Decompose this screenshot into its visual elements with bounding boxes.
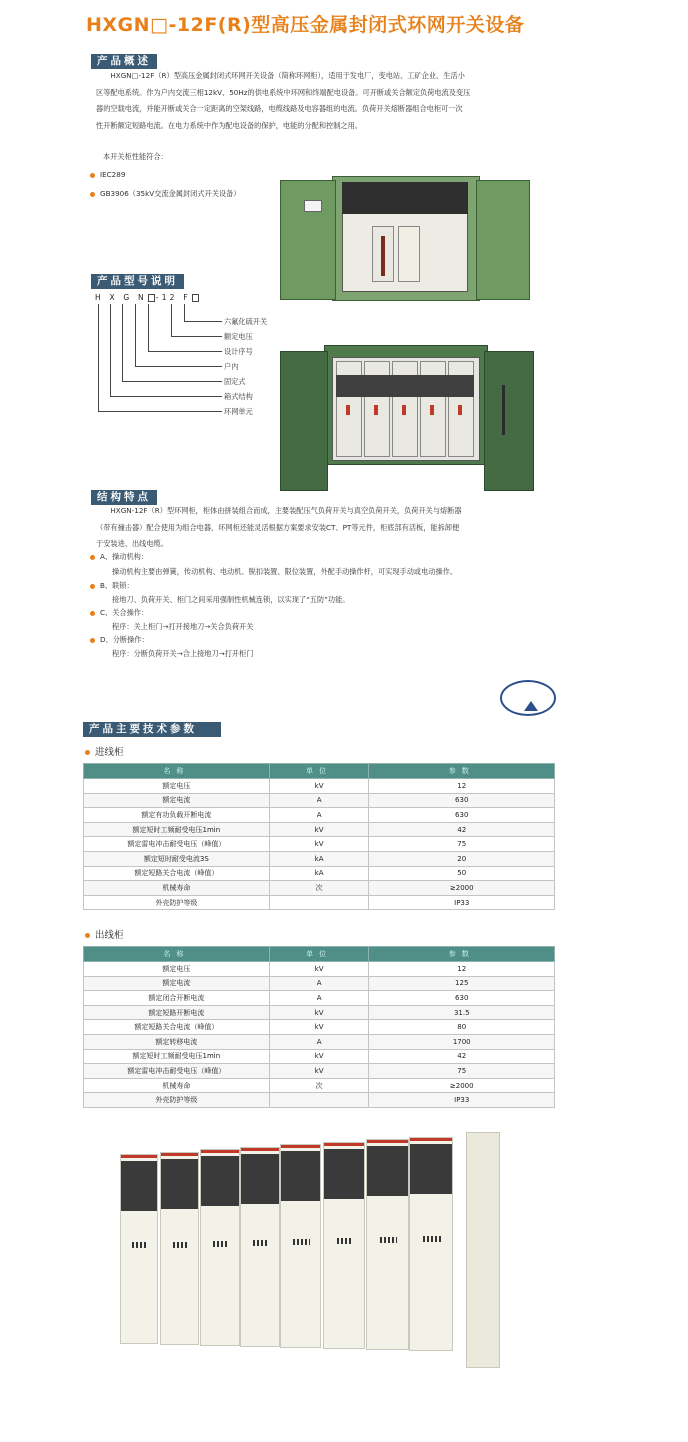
spec-value: 42	[369, 822, 555, 837]
structure-item-label	[90, 635, 149, 645]
item-label: D、分断操作：	[100, 635, 149, 644]
code-label: 箱式结构	[224, 392, 253, 401]
overview-line: 区等配电系统。作为户内交流三相12kV、50Hz的供电系统中环网和终端配电设备。可开断或关合额定负荷电流及变压	[96, 87, 471, 97]
section-heading-model: 产品型号说明	[91, 274, 184, 289]
code-box	[192, 294, 199, 302]
bullet-icon	[90, 611, 95, 616]
table-row	[84, 1093, 555, 1108]
spec-unit: A	[269, 976, 369, 991]
code-letter: G	[123, 293, 133, 302]
bullet-icon	[90, 584, 95, 589]
table-row	[84, 895, 555, 910]
outgoing-title	[85, 927, 124, 941]
outgoing-spec-table	[83, 946, 555, 1108]
spec-unit: 次	[269, 1078, 369, 1093]
spec-value: 630	[369, 808, 555, 823]
page-title: HXGN□-12F(R)型高压金属封闭式环网开关设备	[86, 14, 525, 36]
standards-intro: 本开关柜性能符合：	[103, 152, 168, 161]
spec-name: 额定有功负载开断电流	[84, 808, 270, 823]
bullet-icon	[90, 638, 95, 643]
spec-unit: 次	[269, 881, 369, 896]
item-label: A、操动机构：	[100, 552, 149, 561]
spec-name: 额定电压	[84, 962, 270, 977]
structure-line: 于安装进、出线电缆。	[96, 539, 168, 548]
code-label: 六氟化硫开关	[224, 317, 268, 326]
item-label: C、关合操作：	[100, 608, 149, 617]
table-row	[84, 976, 555, 991]
structure-line: HXGN-12F（R）型环网柜，柜体由拼装组合而成，主要装配压气负荷开关与真空负荷开关，负荷开关与熔断器	[110, 506, 462, 515]
logo-triangle-icon	[524, 701, 538, 711]
code-tail: -12	[155, 293, 178, 302]
table-row	[84, 837, 555, 852]
switchgear-unit	[409, 1137, 453, 1352]
header-unit: 单位	[269, 947, 369, 962]
spec-name: 额定短时耐受电流3S	[84, 851, 270, 866]
spec-unit: kV	[269, 962, 369, 977]
code-letter: X	[109, 293, 118, 302]
outgoing-title-text: 出线柜	[95, 930, 124, 941]
structure-item-label	[90, 581, 134, 591]
spec-name: 额定电流	[84, 976, 270, 991]
spec-value: IP33	[369, 895, 555, 910]
structure-item-text: 程序：关上柜门→打开接地刀→关合负荷开关	[112, 622, 254, 631]
spec-name: 额定短时工频耐受电压1min	[84, 822, 270, 837]
spec-value: 20	[369, 851, 555, 866]
spec-unit: kV	[269, 779, 369, 794]
spec-unit	[269, 895, 369, 910]
table-row	[84, 866, 555, 881]
spec-value: 50	[369, 866, 555, 881]
model-code	[95, 293, 200, 302]
spec-value: 75	[369, 1064, 555, 1079]
switchgear-unit	[366, 1139, 409, 1350]
spec-name: 机械寿命	[84, 881, 270, 896]
spec-name: 额定短路关合电流（峰值）	[84, 1020, 270, 1035]
spec-name: 额定闭合开断电流	[84, 991, 270, 1006]
overview-line: 器的空载电流，并能开断或关合一定距离的空架线路，电缆线路及电容器组的电流。负荷开关熔断器组合电柜可一次	[96, 104, 463, 113]
bullet-icon	[85, 933, 90, 938]
overview-line: HXGN□-12F（R）型高压金属封闭式环网开关设备（简称环网柜），适用于发电厂，变电站、工矿企业、生活小	[110, 71, 465, 80]
table-row	[84, 1005, 555, 1020]
table-row	[84, 1078, 555, 1093]
bullet-icon	[90, 192, 95, 197]
table-row	[84, 779, 555, 794]
switchgear-unit	[240, 1147, 280, 1348]
table-row	[84, 1020, 555, 1035]
bullet-icon	[90, 173, 95, 178]
spec-value: 125	[369, 976, 555, 991]
code-label: 环网单元	[224, 407, 253, 416]
structure-paragraph	[96, 503, 571, 553]
spec-name: 额定雷电冲击耐受电压（峰值）	[84, 837, 270, 852]
spec-unit: kV	[269, 822, 369, 837]
structure-item-text: 程序：分断负荷开关→合上接地刀→打开柜门	[112, 649, 254, 658]
table-row	[84, 1034, 555, 1049]
spec-value: 1700	[369, 1034, 555, 1049]
switchgear-unit	[160, 1152, 199, 1346]
table-row	[84, 1064, 555, 1079]
spec-value: 80	[369, 1020, 555, 1035]
section-heading-structure: 结构特点	[91, 490, 157, 505]
switchgear-row-photo	[120, 1132, 500, 1368]
company-logo	[500, 680, 556, 716]
cabinet-photo-2	[280, 345, 535, 495]
incoming-spec-table	[83, 763, 555, 910]
structure-item-label	[90, 552, 148, 562]
switchgear-unit	[200, 1149, 240, 1346]
spec-unit: kV	[269, 1020, 369, 1035]
spec-name: 额定转移电流	[84, 1034, 270, 1049]
code-letter: H	[95, 293, 104, 302]
spec-unit: kV	[269, 1049, 369, 1064]
spec-name: 额定短路关合电流（峰值）	[84, 866, 270, 881]
table-row	[84, 822, 555, 837]
header-unit: 单位	[269, 764, 369, 779]
cabinet-photo-1	[280, 176, 530, 304]
spec-value: 42	[369, 1049, 555, 1064]
section-heading-overview: 产品概述	[91, 54, 157, 69]
spec-name: 额定短路开断电流	[84, 1005, 270, 1020]
code-label: 户内	[224, 362, 239, 371]
standard-item	[90, 189, 240, 199]
table-row	[84, 962, 555, 977]
table-header-row	[84, 764, 555, 779]
structure-item-label	[90, 608, 148, 618]
standard-text: GB3906（35kV交流金属封闭式开关设备）	[100, 189, 241, 198]
code-letter: N	[137, 293, 147, 302]
table-row	[84, 793, 555, 808]
spec-unit: kV	[269, 1005, 369, 1020]
header-value: 参数	[369, 947, 555, 962]
incoming-title-text: 进线柜	[95, 747, 124, 758]
spec-name: 额定电流	[84, 793, 270, 808]
code-label: 固定式	[224, 377, 246, 386]
spec-name: 外壳防护等级	[84, 895, 270, 910]
spec-unit: kA	[269, 851, 369, 866]
spec-value: ≥2000	[369, 1078, 555, 1093]
spec-value: 75	[369, 837, 555, 852]
overview-line: 性开断额定短路电流。在电力系统中作为配电设备的保护，电能的分配和控制之用。	[96, 120, 362, 130]
header-name: 名称	[84, 947, 270, 962]
spec-unit: kA	[269, 866, 369, 881]
structure-line: （带有撞击器）配合使用为组合电器，环网柜还能灵活根据方案要求安装CT、PT等元件，柜底部有活板，能拆卸便	[96, 522, 460, 532]
code-label: 额定电压	[224, 332, 253, 341]
table-row	[84, 1049, 555, 1064]
switchgear-unit	[120, 1154, 158, 1344]
header-value: 参数	[369, 764, 555, 779]
spec-name: 额定电压	[84, 779, 270, 794]
code-bracket	[98, 304, 222, 412]
spec-unit: A	[269, 1034, 369, 1049]
spec-value: 12	[369, 962, 555, 977]
table-row	[84, 808, 555, 823]
spec-value: IP33	[369, 1093, 555, 1108]
structure-item-text: 操动机构主要由弹簧，传动机构、电动机、脱扣装置、限位装置，外配手动操作杆，可实现手动或电动操作。	[112, 567, 458, 576]
header-name: 名称	[84, 764, 270, 779]
overview-paragraph	[96, 68, 566, 134]
switchgear-unit	[280, 1144, 321, 1348]
spec-name: 外壳防护等级	[84, 1093, 270, 1108]
spec-unit: kV	[269, 1064, 369, 1079]
spec-unit: A	[269, 793, 369, 808]
table-row	[84, 851, 555, 866]
section-heading-params: 产品主要技术参数	[83, 722, 221, 737]
spec-value: 630	[369, 793, 555, 808]
spec-unit: A	[269, 991, 369, 1006]
item-label: B、联锁：	[100, 581, 134, 590]
bullet-icon	[90, 555, 95, 560]
switchgear-unit	[323, 1142, 365, 1350]
code-label: 设计序号	[224, 347, 253, 356]
spec-value: ≥2000	[369, 881, 555, 896]
spec-unit: kV	[269, 837, 369, 852]
code-box	[148, 294, 155, 302]
bullet-icon	[85, 750, 90, 755]
spec-unit	[269, 1093, 369, 1108]
standard-item	[90, 170, 125, 179]
spec-name: 机械寿命	[84, 1078, 270, 1093]
table-header-row	[84, 947, 555, 962]
spec-name: 额定雷电冲击耐受电压（峰值）	[84, 1064, 270, 1079]
spec-value: 630	[369, 991, 555, 1006]
table-row	[84, 881, 555, 896]
spec-value: 31.5	[369, 1005, 555, 1020]
incoming-title	[85, 744, 124, 758]
standard-text: IEC289	[100, 170, 126, 179]
spec-value: 12	[369, 779, 555, 794]
code-letter: F	[183, 293, 191, 302]
spec-unit: A	[269, 808, 369, 823]
spec-name: 额定短时工频耐受电压1min	[84, 1049, 270, 1064]
structure-item-text: 接地刀、负荷开关、柜门之间采用强制性机械连锁，以实现了“五防”功能。	[112, 595, 350, 604]
table-row	[84, 991, 555, 1006]
